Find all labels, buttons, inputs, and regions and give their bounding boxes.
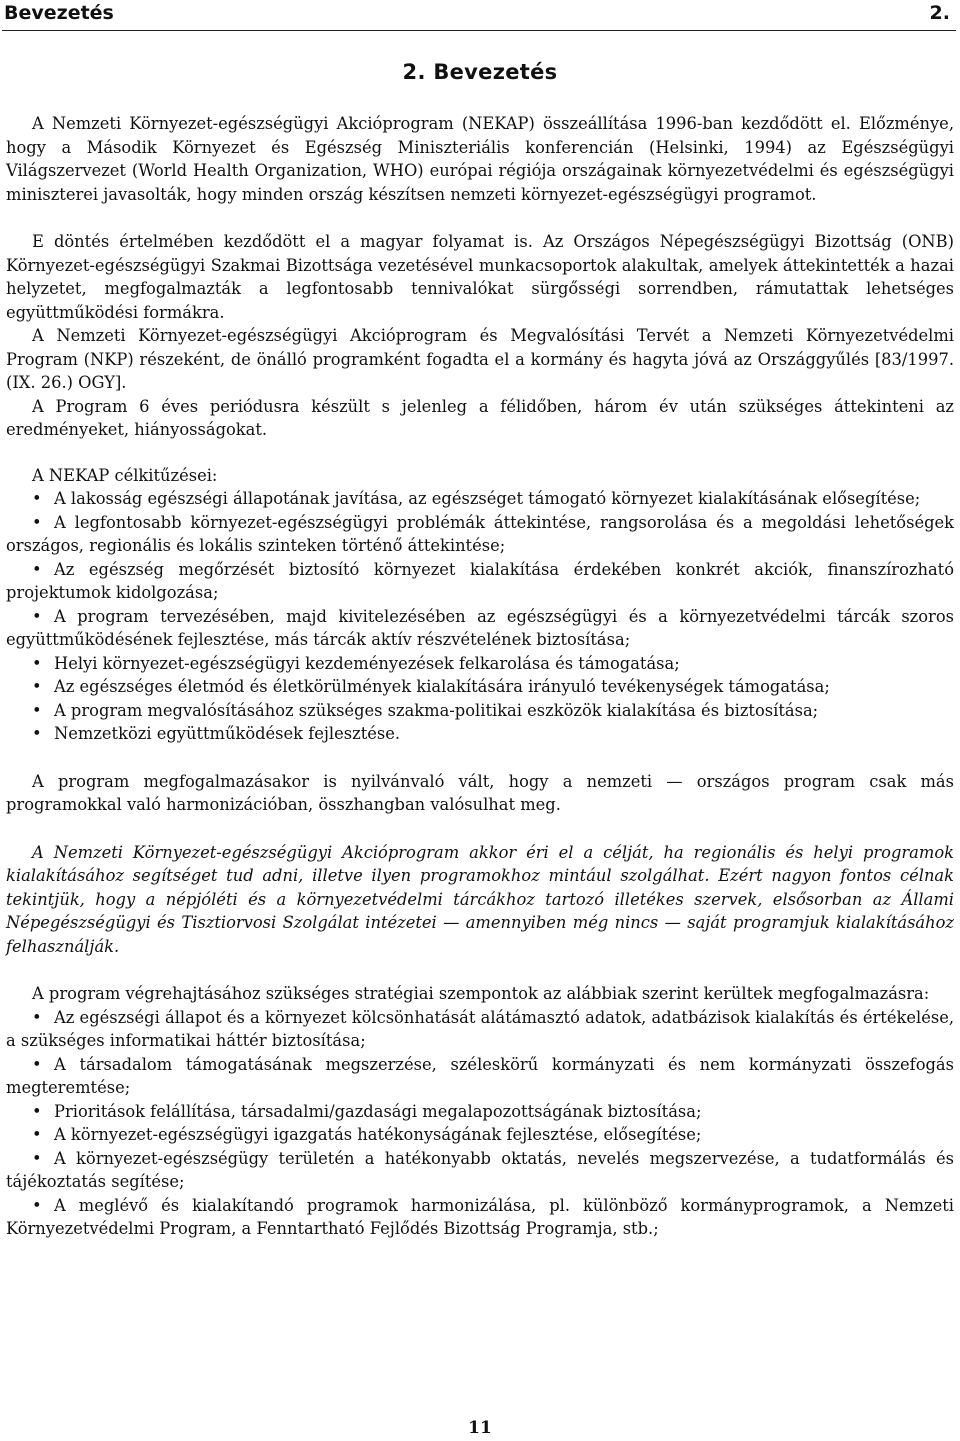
running-header [2, 0, 956, 31]
bullet-icon: • [32, 512, 42, 532]
approval-paragraph: A Nemzeti Környezet-egészségügyi Akcióprogram és Megvalósítási Tervét a Nemzeti Környezetvédelmi Program (NKP) részeként, de önálló programként fogadta el a kormány és hagyta jóvá az Országgyűlés [83/1997. (IX. 26.) OGY]. [6, 326, 954, 392]
goal-item: • A program tervezésében, majd kivitelezésében az egészségügyi és a környezetvédelmi tárcák szoros együttműködésének fejlesztése, más tárcák aktív részvételének biztosítása; [6, 606, 954, 649]
goal-item: • A program megvalósításához szükséges szakma-politikai eszközök kialakítása és biztosítása; [6, 699, 954, 723]
chapter-title: 2. Bevezetés [402, 60, 558, 84]
goal-item: • Az egészséges életmód és életkörülmények kialakítására irányuló tevékenységek támogatása; [6, 675, 954, 699]
goal-item: • Nemzetközi együttműködések fejlesztése. [6, 722, 954, 746]
strategy-item: • A meglévő és kialakítandó programok harmonizálása, pl. különböző kormányprogramok, a Nemzeti Környezetvédelmi Program, a Fenntartható Fejlődés Bizottság Programja, stb.; [6, 1195, 954, 1238]
goal-item: • Az egészség megőrzését biztosító környezet kialakítása érdekében konkrét akciók, finanszírozható projektumok kidolgozása; [6, 559, 954, 602]
goal-item: • A lakosság egészségi állapotának javítása, az egészséget támogató környezet kialakításának elősegítése; [6, 487, 954, 511]
goal-item: • Helyi környezet-egészségügyi kezdeményezések felkarolása és támogatása; [6, 652, 954, 676]
header-section-title: Bevezetés [4, 2, 114, 24]
bullet-icon: • [32, 1195, 42, 1215]
strategy-item: • A környezet-egészségügyi igazgatás hatékonyságának fejlesztése, elősegítése; [6, 1123, 954, 1147]
strategy-item: • Prioritások felállítása, társadalmi/gazdasági megalapozottságának biztosítása; [6, 1100, 954, 1124]
bullet-icon: • [32, 653, 42, 673]
goals-list [6, 487, 954, 746]
bullet-icon: • [32, 1007, 42, 1027]
harmonization-paragraph: A program megfogalmazásakor is nyilvánvaló vált, hogy a nemzeti — országos program csak más programokkal való harmonizációban, összhangban valósulhat meg. [6, 771, 954, 814]
bullet-icon: • [32, 1125, 42, 1144]
bullet-icon: • [32, 724, 42, 743]
bullet-icon: • [32, 1101, 42, 1121]
bullet-icon: • [32, 700, 42, 720]
intro-paragraph: A Nemzeti Környezet-egészségügyi Akcióprogram (NEKAP) összeállítása 1996-ban kezdődött el. Előzménye, hogy a Második Környezet és Egészség Miniszteriális konferencián (Helsinki, 1994) az Egészségügyi Világszervezet (World Health Organization, WHO) európai régiója országainak környezetvédelmi és egészségügyi miniszterei javasolták, hogy minden ország készítsen nemzeti környezet-egészségügyi programot. [6, 114, 954, 204]
bullet-icon: • [32, 606, 42, 626]
body-text [6, 112, 954, 1241]
header-section-number: 2. [929, 2, 950, 24]
strategy-list [6, 1006, 954, 1241]
period-paragraph: A Program 6 éves periódusra készült s jelenleg a félidőben, három év után szükséges áttekinteni az eredményeket, hiányosságokat. [6, 396, 954, 439]
strategy-item: • A környezet-egészségügy területén a hatékonyabb oktatás, nevelés megszervezése, a tudatformálás és tájékoztatás segítése; [6, 1148, 954, 1191]
process-paragraph: E döntés értelmében kezdődött el a magyar folyamat is. Az Országos Népegészségügyi Bizottság (ONB) Környezet-egészségügyi Szakmai Bizottsága vezetésével munkacsoportok alakultak, amelyek áttekintették a hazai helyzetet, megfogalmazták a legfontosabb tennivalókat sürgősségi sorrendben, rámutattak lehetséges együttműködési formákra. [6, 232, 954, 322]
page-number: 11 [468, 1418, 492, 1438]
bullet-icon: • [32, 1054, 42, 1074]
strategy-intro: A program végrehajtásához szükséges stratégiai szempontok az alábbiak szerint kerültek megfogalmazásra: [32, 984, 930, 1003]
bullet-icon: • [32, 677, 42, 696]
strategy-item: • Az egészségi állapot és a környezet kölcsönhatását alátámasztó adatok, adatbázisok kialakítás és értékelése, a szükséges informatikai háttér biztosítása; [6, 1007, 954, 1050]
goals-intro: A NEKAP célkitűzései: [32, 465, 218, 485]
strategy-item: • A társadalom támogatásának megszerzése, széleskörű kormányzati és nem kormányzati összefogás megteremtése; [6, 1054, 954, 1097]
goal-item: • A legfontosabb környezet-egészségügyi problémák áttekintése, rangsorolása és a megoldási lehetőségek országos, regionális és lokális szinteken történő áttekintése; [6, 512, 954, 555]
bullet-icon: • [32, 559, 42, 579]
bullet-icon: • [32, 489, 42, 508]
italic-paragraph: A Nemzeti Környezet-egészségügyi Akcióprogram akkor éri el a célját, ha regionális és helyi programok kialakításához segítséget tud adni, illetve ilyen programokhoz mintául szolgálhat. Ezért nagyon fontos célnak tekintjük, hogy a népjóléti és a környezetvédelmi tárcákhoz tartozó illetékes szervek, elsősorban az Állami Népegészségügyi és Tisztiorvosi Szolgálat intézetei — amennyiben még nincs — saját programjuk kialakításához felhasználják. [6, 842, 954, 956]
bullet-icon: • [32, 1148, 42, 1168]
